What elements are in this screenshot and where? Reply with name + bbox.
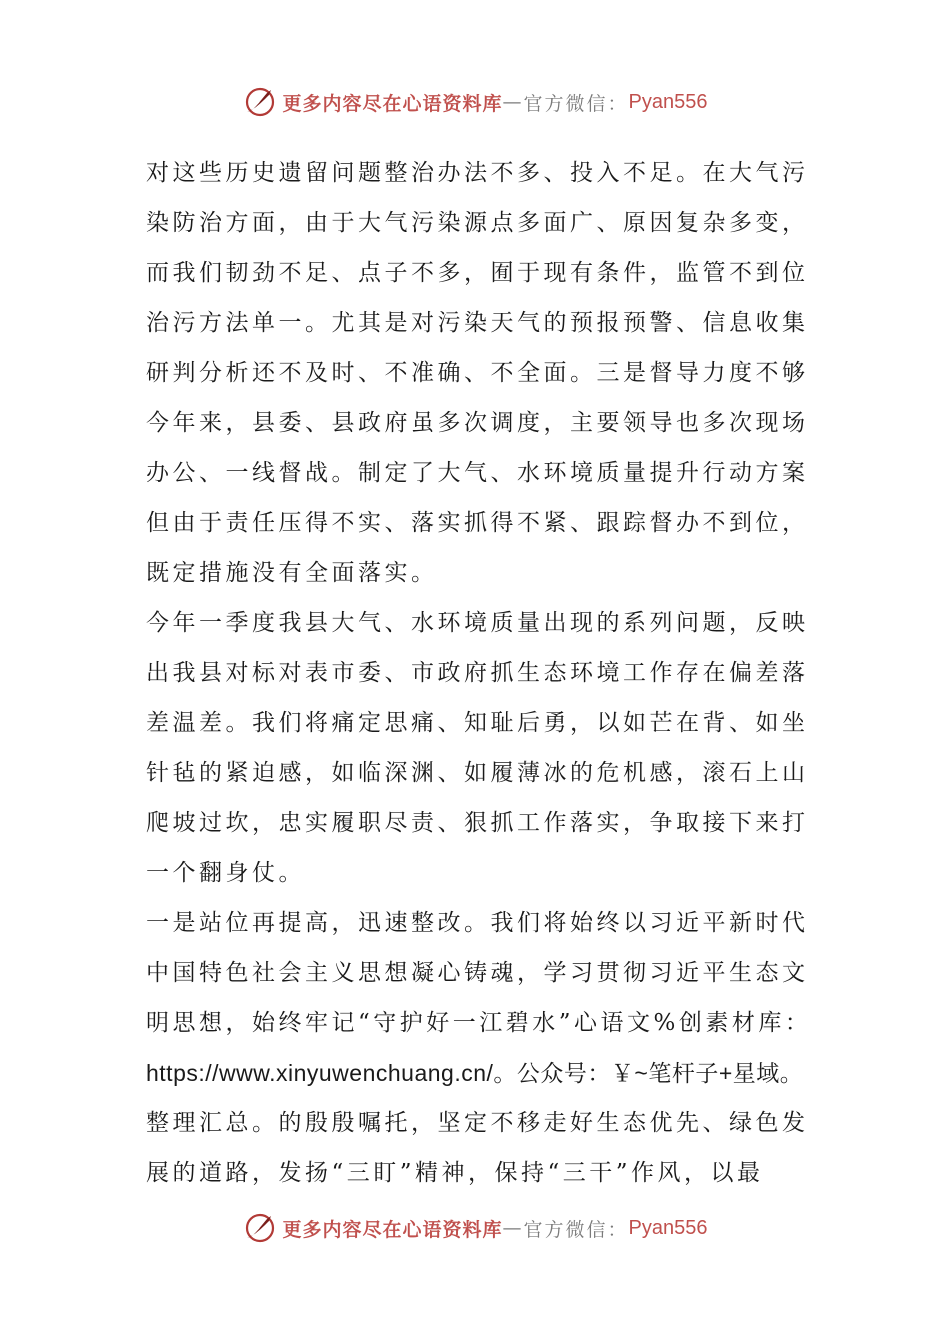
footer-dash: — — [502, 1217, 524, 1239]
pen-logo-icon — [243, 85, 277, 119]
body-text — [146, 148, 826, 1198]
footer-banner — [0, 1208, 950, 1248]
text-line: 整理汇总。的殷殷嘱托，坚定不移走好生态优先、绿色发 — [146, 1110, 809, 1136]
text-line: 差温差。我们将痛定思痛、知耻后勇，以如芒在背、如坐 — [146, 710, 809, 736]
text-line: 针毡的紧迫感，如临深渊、如履薄冰的危机感，滚石上山 — [146, 760, 809, 786]
text-line: 今年来，县委、县政府虽多次调度，主要领导也多次现场 — [146, 410, 809, 436]
text-line-url: https://www.xinyuwenchuang.cn/。公众号：￥~笔杆子+星域。 — [146, 1060, 804, 1086]
text-line: 治污方法单一。尤其是对污染天气的预报预警、信息收集 — [146, 310, 809, 336]
header-wechat-label: 官方微信： — [523, 92, 629, 115]
text-line: 爬坡过坎，忠实履职尽责、狠抓工作落实，争取接下来打 — [146, 810, 809, 836]
text-line: 一个翻身仗。 — [146, 860, 305, 886]
footer-wechat-id: Pyan556 — [628, 1216, 708, 1239]
footer-brand: 更多内容尽在心语资料库 — [282, 1218, 503, 1241]
header-banner — [0, 82, 950, 122]
text-line: 对这些历史遗留问题整治办法不多、投入不足。在大气污 — [146, 160, 809, 186]
text-line: 一是站位再提高，迅速整改。我们将始终以习近平新时代 — [146, 910, 809, 936]
text-line: 既定措施没有全面落实。 — [146, 560, 438, 586]
header-wechat-id: Pyan556 — [628, 90, 708, 113]
text-line: 但由于责任压得不实、落实抓得不紧、跟踪督办不到位， — [146, 510, 809, 536]
text-line: 展的道路，发扬“三盯”精神，保持“三干”作风，以最 — [146, 1160, 764, 1186]
pen-logo-icon — [243, 1211, 277, 1245]
text-line: 染防治方面，由于大气污染源点多面广、原因复杂多变， — [146, 210, 809, 236]
text-line: 今年一季度我县大气、水环境质量出现的系列问题，反映 — [146, 610, 809, 636]
text-line: 中国特色社会主义思想凝心铸魂，学习贯彻习近平生态文 — [146, 960, 809, 986]
header-brand: 更多内容尽在心语资料库 — [282, 92, 503, 115]
footer-wechat-label: 官方微信： — [523, 1218, 629, 1241]
text-line: 出我县对标对表市委、市政府抓生态环境工作存在偏差落 — [146, 660, 809, 686]
text-line: 而我们韧劲不足、点子不多，囿于现有条件，监管不到位 — [146, 260, 809, 286]
text-line: 办公、一线督战。制定了大气、水环境质量提升行动方案 — [146, 460, 809, 486]
text-line: 研判分析还不及时、不准确、不全面。三是督导力度不够 — [146, 360, 809, 386]
text-line: 明思想，始终牢记“守护好一江碧水”心语文%创素材库： — [146, 1010, 812, 1036]
header-dash: — — [502, 91, 524, 113]
